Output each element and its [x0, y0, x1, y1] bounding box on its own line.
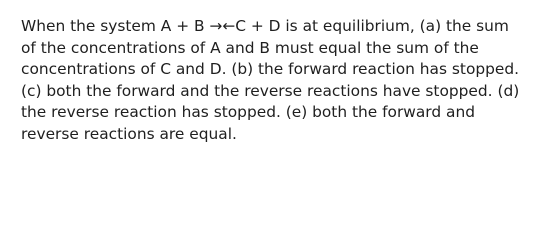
question-line: (c) both the forward and the reverse reactions have stopped. (d)	[21, 81, 520, 100]
question-text	[21, 16, 548, 145]
question-line: concentrations of C and D. (b) the forward reaction has stopped.	[21, 60, 520, 78]
question-line: reverse reactions are equal.	[21, 124, 237, 143]
question-line: When the system A + B →←C + D is at equilibrium, (a) the sum	[21, 17, 509, 35]
question-line: the reverse reaction has stopped. (e) both the forward and	[21, 103, 475, 121]
question-line: of the concentrations of A and B must equal the sum of the	[21, 38, 479, 57]
